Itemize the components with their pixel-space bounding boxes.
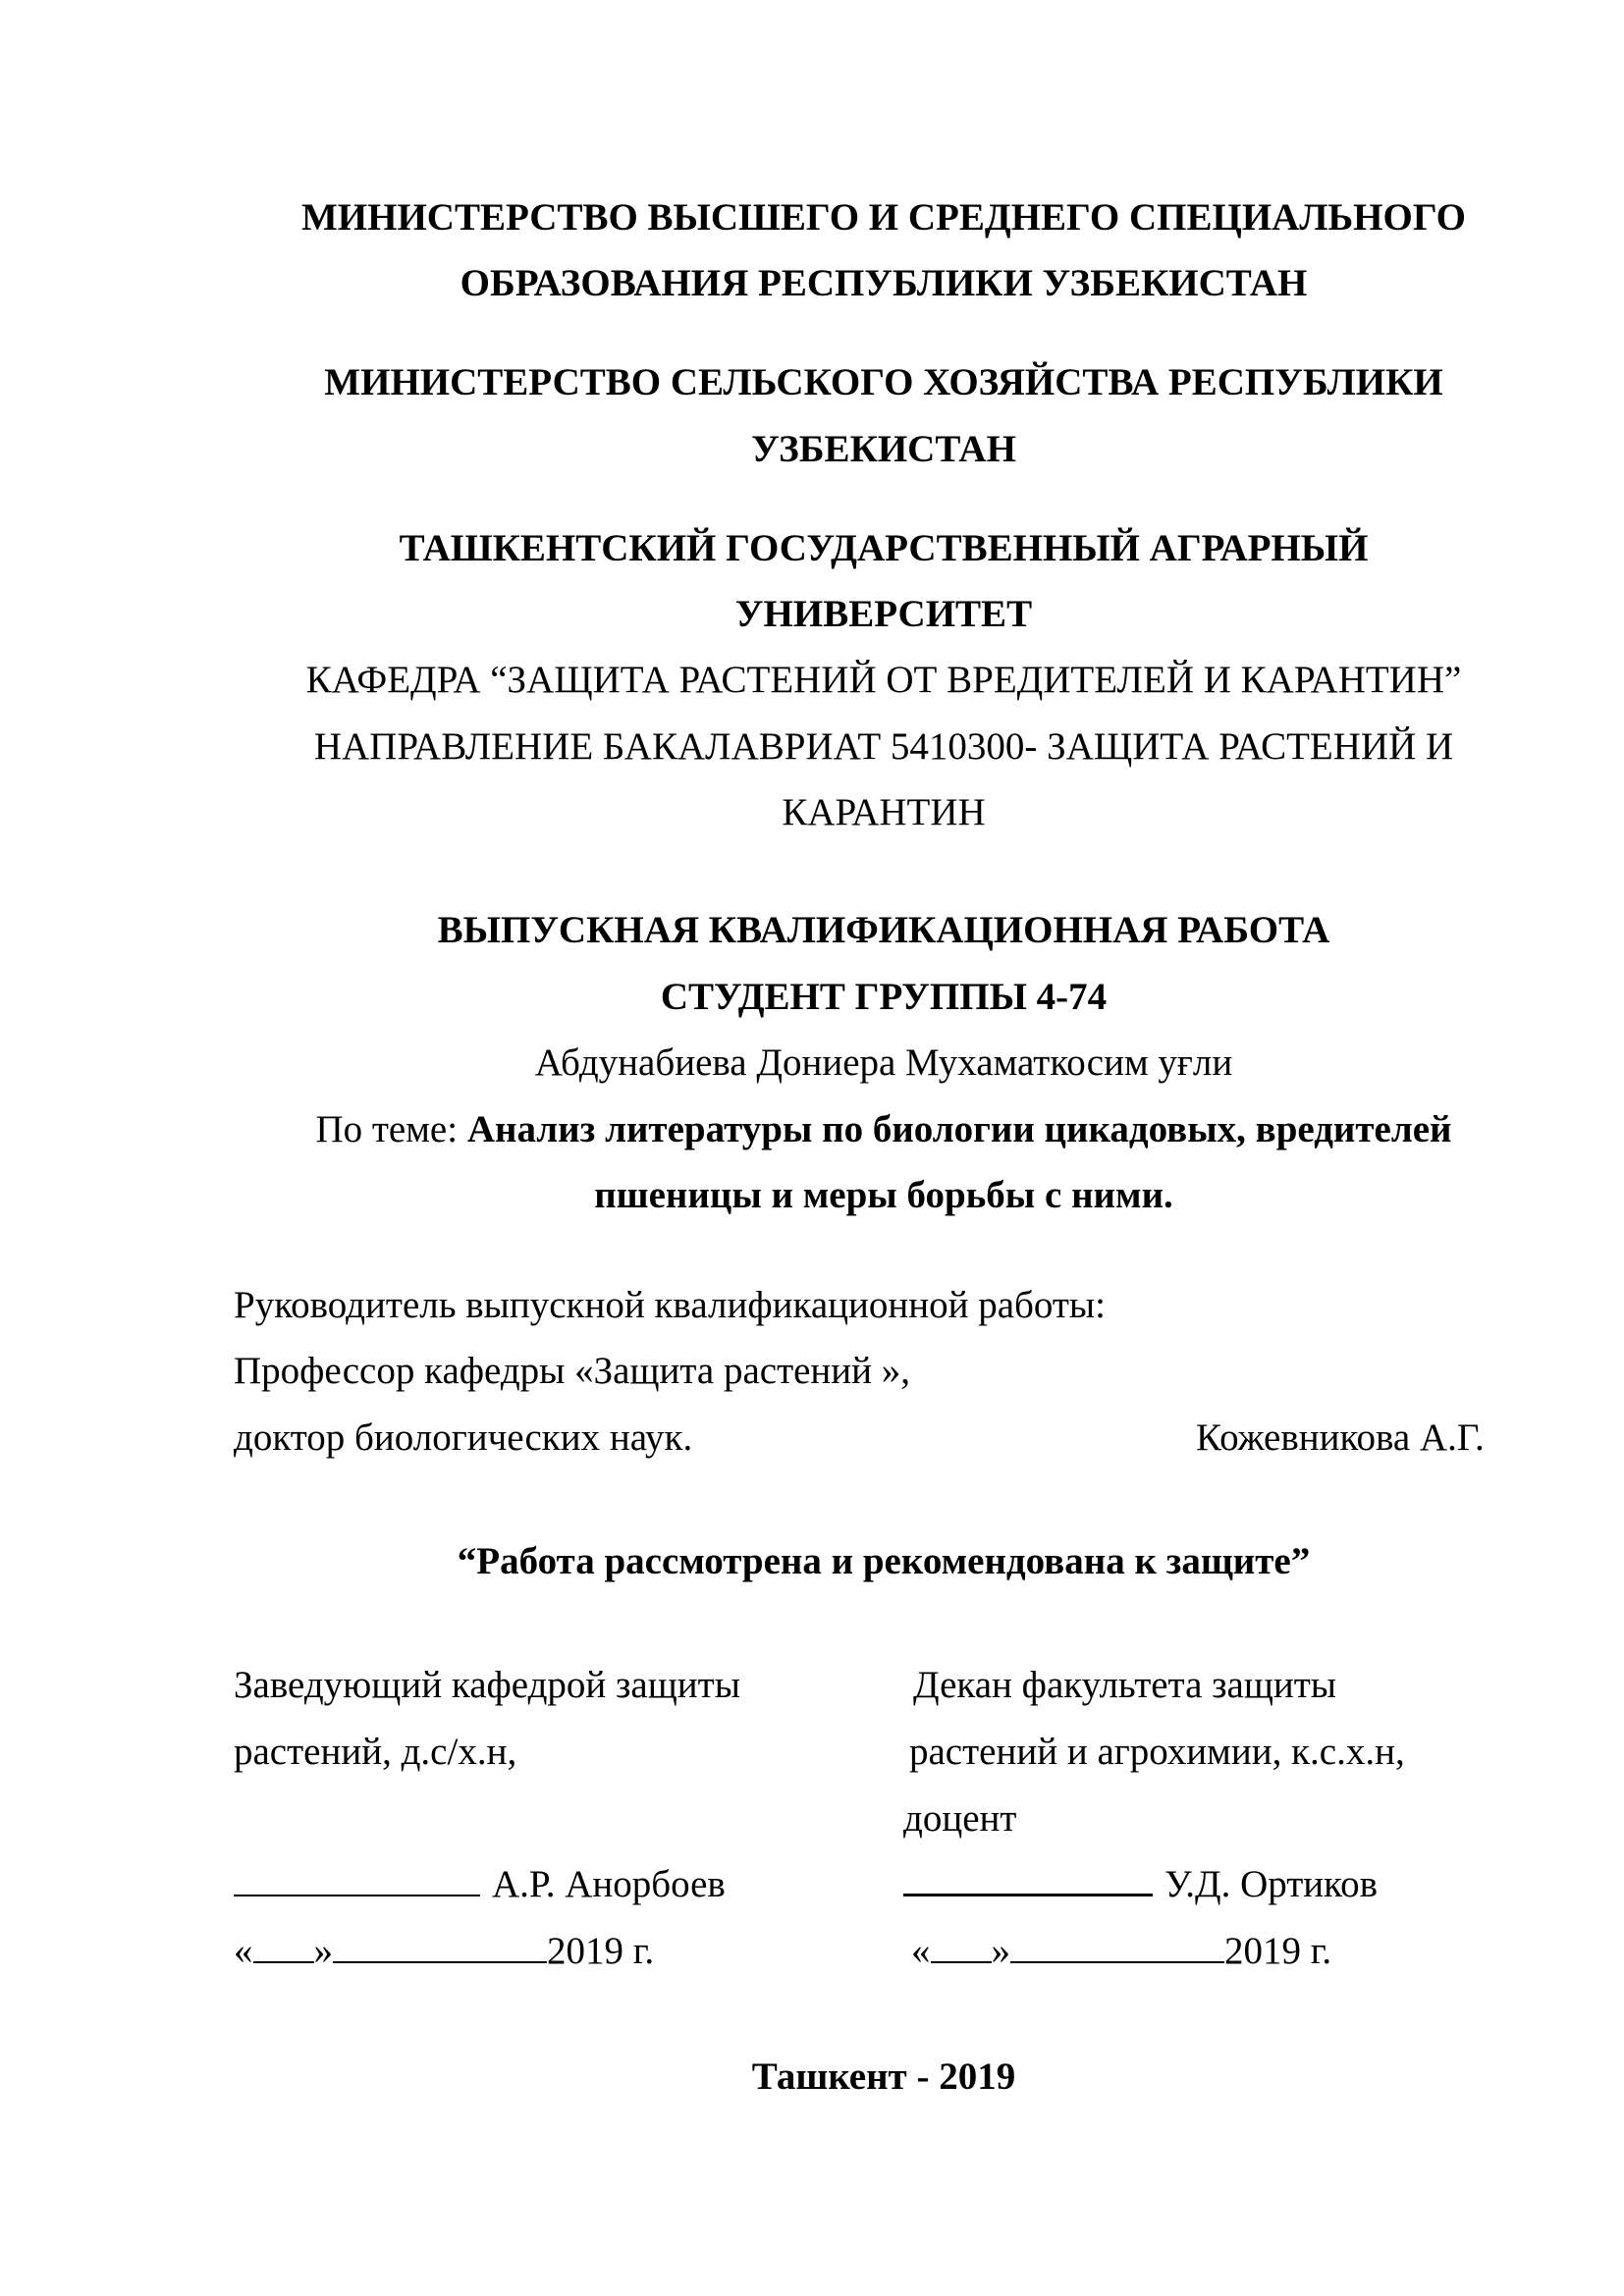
dean-signature-row xyxy=(903,1861,1378,1908)
dean-line2: растений и агрохимии, к.с.х.н, xyxy=(909,1731,1405,1773)
work-type: ВЫПУСКНАЯ КВАЛИФИКАЦИОННАЯ РАБОТА xyxy=(437,909,1330,951)
head-signature-row xyxy=(234,1861,726,1908)
student-name: Абдунабиева Дониера Мухаматкосим уғли xyxy=(534,1041,1233,1084)
head-date-close: » xyxy=(313,1930,333,1972)
head-date-year: 2019 г. xyxy=(547,1930,655,1972)
head-date-row xyxy=(234,1928,654,1975)
dean-signature-blank xyxy=(903,1866,1153,1896)
approval-title: “Работа рассмотрена и рекомендована к защите” xyxy=(457,1540,1311,1582)
head-signature-blank xyxy=(234,1867,480,1896)
dean-line1: Декан факультета защиты xyxy=(913,1664,1336,1706)
ministry1-line2: ОБРАЗОВАНИЯ РЕСПУБЛИКИ УЗБЕКИСТАН xyxy=(460,262,1308,304)
head-of-department-line2: растений, д.с/х.н, xyxy=(234,1731,517,1773)
city-year: Ташкент - 2019 xyxy=(751,2056,1016,2098)
dean-date-row xyxy=(911,1928,1331,1975)
head-of-department-line1: Заведующий кафедрой защиты xyxy=(234,1664,740,1706)
dean-date-open: « xyxy=(911,1930,931,1972)
dean-date-month-blank xyxy=(1010,1934,1224,1963)
dean-line3: доцент xyxy=(903,1797,1017,1840)
student-group: СТУДЕНТ ГРУППЫ 4-74 xyxy=(660,976,1108,1018)
supervisor-name: Кожевникова А.Г. xyxy=(1196,1416,1485,1459)
university-line1: ТАШКЕНТСКИЙ ГОСУДАРСТВЕННЫЙ АГРАРНЫЙ xyxy=(399,527,1369,569)
ministry2-line1: МИНИСТЕРСТВО СЕЛЬСКОГО ХОЗЯЙСТВА РЕСПУБЛИКИ xyxy=(324,361,1443,403)
supervisor-line1: Руководитель выпускной квалификационной работы: xyxy=(234,1284,1106,1326)
ministry1-line1: МИНИСТЕРСТВО ВЫСШЕГО И СРЕДНЕГО СПЕЦИАЛЬНОГО xyxy=(300,196,1467,239)
head-date-open: « xyxy=(234,1930,253,1972)
topic-line1 xyxy=(0,1106,1624,1153)
head-date-month-blank xyxy=(333,1934,547,1963)
direction-line2: КАРАНТИН xyxy=(782,791,986,833)
dean-date-day-blank xyxy=(931,1934,992,1963)
supervisor-line2: Профессор кафедры «Защита растений », xyxy=(234,1350,911,1392)
ministry2-line2: УЗБЕКИСТАН xyxy=(751,428,1016,470)
topic-line2: пшеницы и меры борьбы с ними. xyxy=(594,1174,1173,1216)
dean-name: У.Д. Ортиков xyxy=(1164,1863,1379,1905)
direction-line1: НАПРАВЛЕНИЕ БАКАЛАВРИАТ 5410300- ЗАЩИТА РАСТЕНИЙ И xyxy=(313,725,1454,768)
dean-date-close: » xyxy=(991,1930,1010,1972)
topic-label: По теме: xyxy=(315,1108,467,1150)
department-name: КАФЕДРА “ЗАЩИТА РАСТЕНИЙ ОТ ВРЕДИТЕЛЕЙ И КАРАНТИН” xyxy=(305,659,1462,701)
head-name: А.Р. Анорбоев xyxy=(492,1863,726,1905)
topic-title-part1: Анализ литературы по биологии цикадовых, вредителей xyxy=(466,1108,1452,1150)
head-date-day-blank xyxy=(253,1934,314,1963)
university-line2: УНИВЕРСИТЕТ xyxy=(734,593,1033,635)
dean-date-year: 2019 г. xyxy=(1224,1930,1332,1972)
supervisor-line3: доктор биологических наук. xyxy=(234,1416,693,1459)
